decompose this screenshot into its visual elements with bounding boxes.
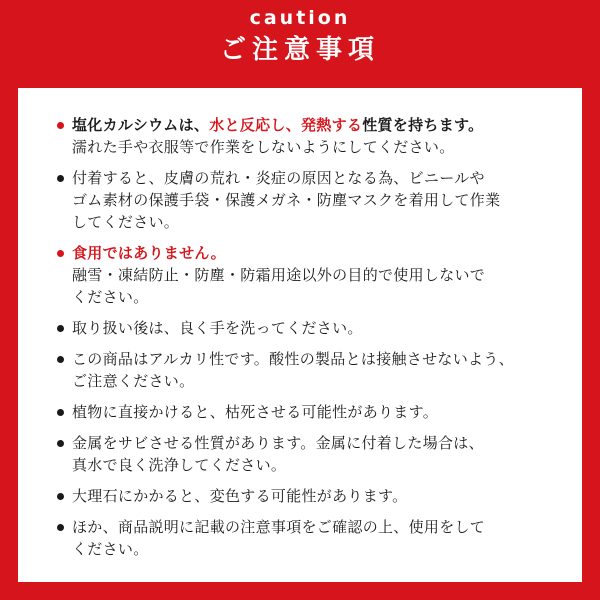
- item-line: ほか、商品説明に記載の注意事項をご確認の上、使用をして: [72, 518, 486, 536]
- list-item-skin: [72, 167, 554, 233]
- item-line: してください。: [72, 213, 180, 231]
- item-text-bold: 性質を持ちます。: [362, 116, 484, 134]
- item-line: [72, 114, 554, 136]
- item-line: ください。: [72, 288, 149, 306]
- item-line: ゴム素材の保護手袋・保護メガネ・防塵マスクを着用して作業: [72, 191, 501, 209]
- item-line: 植物に直接かけると、枯死させる可能性があります。: [72, 403, 439, 421]
- item-line: この商品はアルカリ性です。酸性の製品とは接触させないよう、: [72, 350, 514, 368]
- caution-caption: caution: [249, 7, 351, 29]
- list-item-alkaline: [72, 348, 554, 392]
- item-line: 取り扱い後は、良く手を洗ってください。: [72, 319, 363, 337]
- item-text-bold: 塩化カルシウムは、: [72, 116, 210, 134]
- item-line: ご注意ください。: [72, 372, 195, 390]
- item-line: 付着すると、皮膚の荒れ・炎症の原因となる為、ビニールや: [72, 169, 485, 187]
- caution-card: [18, 88, 582, 582]
- list-item-wash-hands: [72, 317, 554, 339]
- list-item-reaction: [72, 114, 554, 158]
- item-line: 真水で良く洗浄してください。: [72, 456, 287, 474]
- list-item-plants: [72, 401, 554, 423]
- item-text-highlight: 水と反応し、発熱する: [209, 116, 363, 134]
- item-line: ください。: [72, 540, 149, 558]
- list-item-metal: [72, 432, 554, 476]
- item-line: 濡れた手や衣服等で作業をしないようにしてください。: [72, 138, 455, 156]
- list-item-not-edible: [72, 242, 554, 308]
- caution-header: [0, 0, 600, 84]
- page-title: ご注意事項: [219, 35, 380, 65]
- caution-list: [72, 114, 554, 560]
- item-line: 大理石にかかると、変色する可能性があります。: [72, 487, 408, 505]
- item-line: 融雪・凍結防止・防塵・防霜用途以外の目的で使用しないで: [72, 266, 486, 284]
- list-item-marble: [72, 485, 554, 507]
- item-text-highlight: 食用ではありません。: [72, 244, 226, 262]
- list-item-other: [72, 516, 554, 560]
- item-line: 金属をサビさせる性質があります。金属に付着した場合は、: [72, 434, 484, 452]
